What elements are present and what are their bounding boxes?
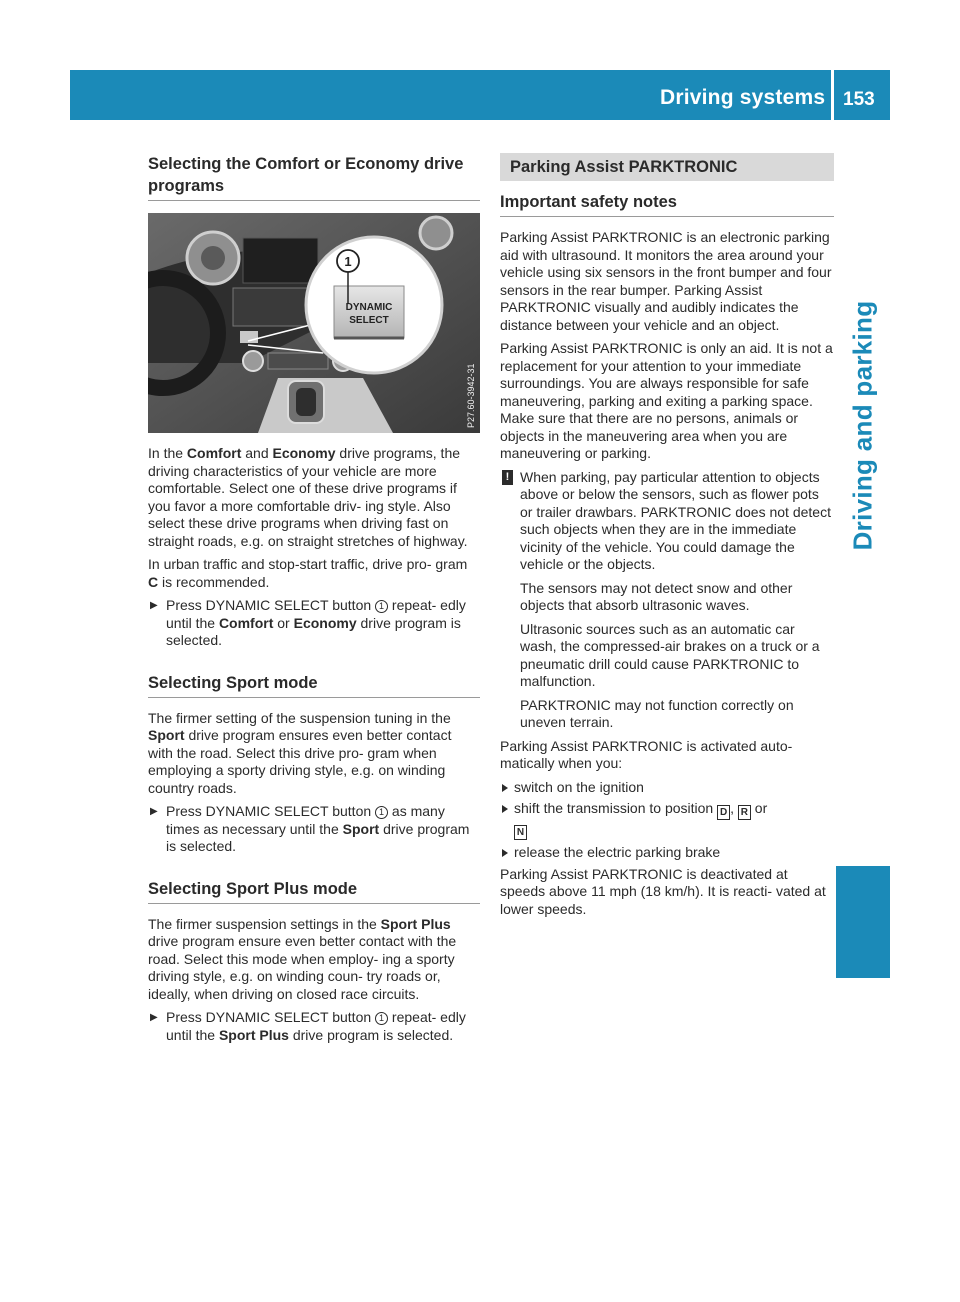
side-tab-label: Driving and parking [847, 300, 878, 550]
gear-r-icon: R [738, 805, 751, 820]
warning-text: Ultrasonic sources such as an automatic car wash, the compressed-air brakes on a truck or a pneumatic drill could cause PARKTRONIC to malfunction. [520, 620, 820, 689]
list-item: switch on the ignition [500, 779, 834, 797]
paragraph: Parking Assist PARKTRONIC is activated auto- matically when you: [500, 737, 793, 771]
side-tab-block [836, 866, 890, 978]
instruction-step: ▶ Press DYNAMIC SELECT button 1 as many times as necessary until the Sport drive program is selected. [148, 803, 480, 856]
heading-sport-plus-mode: Selecting Sport Plus mode [148, 878, 480, 904]
callout-ref-icon: 1 [375, 806, 388, 819]
warning-block [500, 469, 834, 732]
heading-safety-notes: Important safety notes [500, 191, 834, 217]
gear-d-icon: D [717, 805, 730, 820]
list-item: release the electric parking brake [500, 844, 834, 862]
dynamic-select-photo [148, 213, 480, 433]
callout-ref-icon: 1 [375, 1012, 388, 1025]
right-column [500, 153, 834, 924]
heading-sport-mode: Selecting Sport mode [148, 672, 480, 698]
page-number: 153 [843, 89, 875, 110]
warning-text: When parking, pay particular attention to objects above or below the sensors, such as flower pots or trailer drawbars. PARKTRONIC does not detect such objects when they are in the immediate vicinity of the vehicle. You could damage the vehicle or the objects. [520, 468, 831, 572]
paragraph: The firmer suspension settings in the Sport Plus drive program ensure even better contact with the road. Select this mode when employ- ing a sporty driving style, e.g. on winding coun- try roads or, ideally, when driving on closed race circuits. [148, 915, 457, 1002]
gear-n-icon: N [514, 825, 527, 840]
warning-icon: ! [502, 470, 513, 485]
list-item: shift the transmission to position D , R or N [500, 800, 834, 840]
paragraph: Parking Assist PARKTRONIC is only an aid. It is not a replacement for your attention to your immediate surroundings. You are always responsible for safe maneuvering, parking and exiting a parking space. Make sure that there are no persons, animals or objects in the maneuvering area when you are maneuvering or parking. [500, 340, 833, 461]
left-column [148, 153, 480, 1050]
paragraph: In urban traffic and stop-start traffic, drive pro- gram C is recommended. [148, 556, 468, 590]
section-banner: Parking Assist PARKTRONIC [500, 153, 834, 181]
instruction-step: ▶ Press DYNAMIC SELECT button 1 repeat- edly until the Sport Plus drive program is selected. [148, 1009, 480, 1044]
paragraph: The firmer setting of the suspension tuning in the Sport drive program ensures even better contact with the road. Select this drive pro- gram when employing a sporty driving style, e.g. on winding country roads. [148, 709, 452, 796]
instruction-step: ▶ Press DYNAMIC SELECT button 1 repeat- edly until the Comfort or Economy drive program is selected. [148, 597, 480, 650]
figure-ref-code: P27.60-3942-31 [466, 363, 476, 428]
button-label-line2: SELECT [349, 315, 389, 326]
paragraph: Parking Assist PARKTRONIC is an electronic parking aid with ultrasound. It monitors the area around your vehicle using six sensors in the front bumper and four sensors in the rear bumper. Parking Assist PARKTRONIC visually and audibly indicates the distance between your vehicle and an object. [500, 229, 832, 333]
paragraph: In the Comfort and Economy drive programs, the driving characteristics of your vehicle are more comfortable. Select one of these drive programs if you favor a more comfortable driv- ing style. Also select these drive programs when driving fast on straight roads, e.g. on straight stretches of highway. [148, 445, 468, 549]
warning-text: The sensors may not detect snow and other objects that absorb ultrasonic waves. [520, 579, 793, 613]
button-label-line1: DYNAMIC [345, 302, 393, 313]
heading-comfort-economy: Selecting the Comfort or Economy drive programs [148, 153, 480, 201]
warning-text: PARKTRONIC may not function correctly on uneven terrain. [520, 696, 794, 730]
header-divider [831, 70, 834, 120]
paragraph: Parking Assist PARKTRONIC is deactivated at speeds above 11 mph (18 km/h). It is reacti- vated at lower speeds. [500, 865, 826, 917]
callout-1-number: 1 [344, 254, 352, 269]
callout-ref-icon: 1 [375, 600, 388, 613]
header-title: Driving systems [660, 86, 826, 109]
side-tab [836, 280, 890, 570]
